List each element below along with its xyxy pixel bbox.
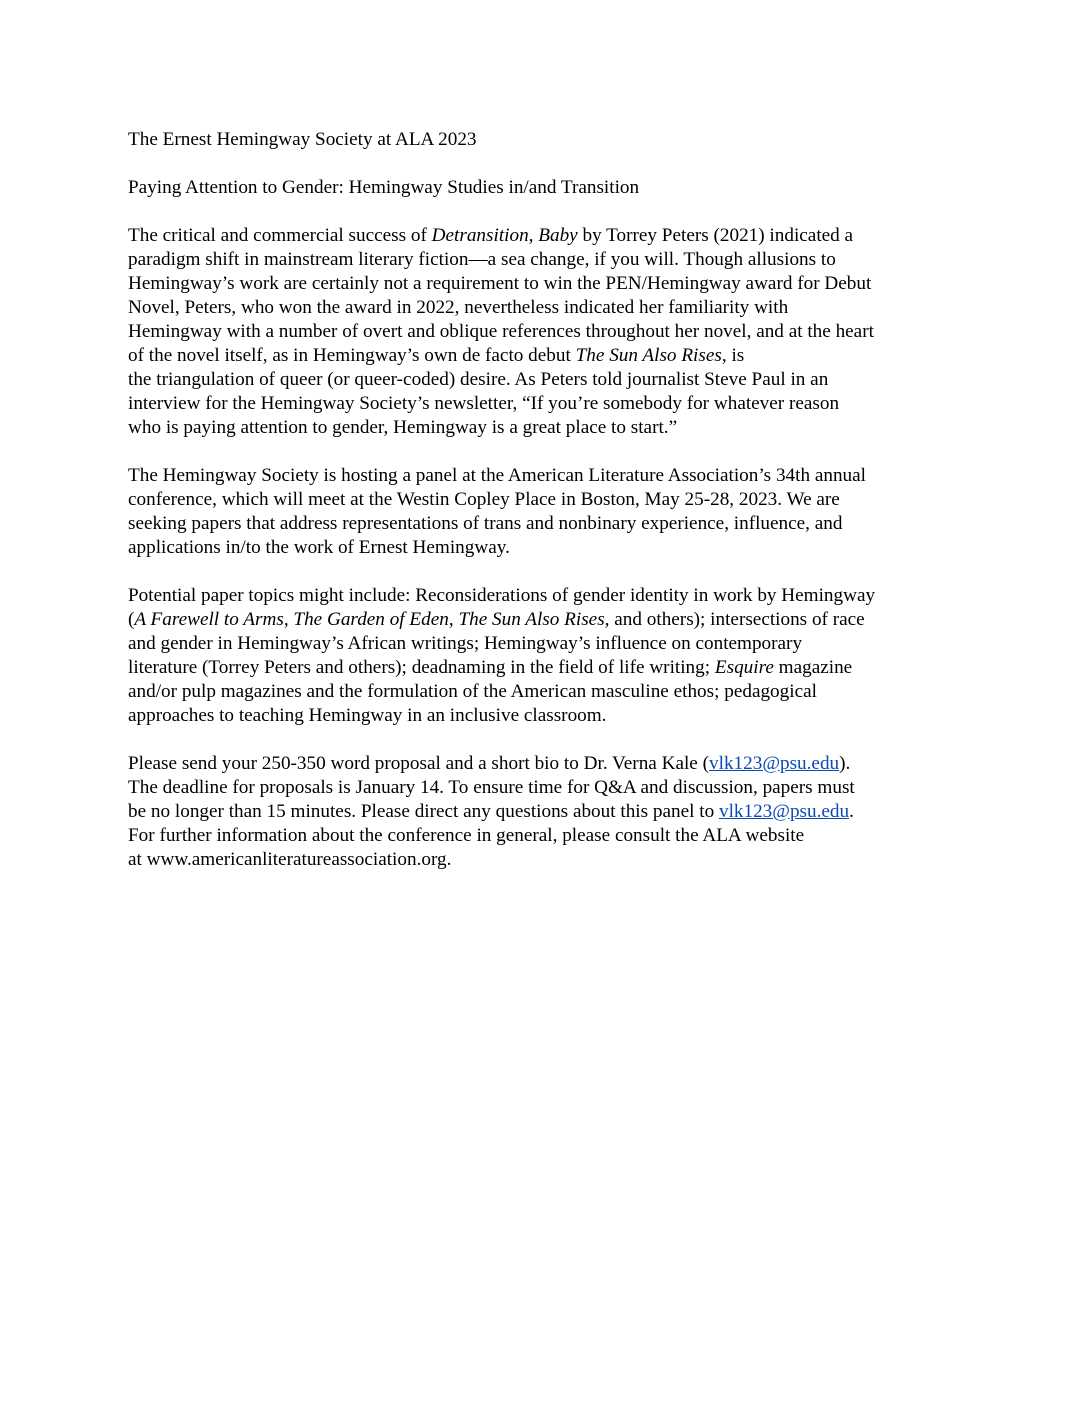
email-link[interactable]: vlk123@psu.edu	[709, 753, 840, 774]
paragraph-line: conference, which will meet at the Westin Copley Place in Boston, May 25-28, 2023. We are	[128, 489, 840, 510]
document-subtitle: Paying Attention to Gender: Hemingway Studies in/and Transition	[128, 177, 640, 198]
paragraph-line: Hemingway’s work are certainly not a requirement to win the PEN/Hemingway award for Debut	[128, 273, 872, 294]
paragraph-topics	[128, 584, 968, 728]
document-body	[128, 128, 968, 896]
paragraph-line: who is paying attention to gender, Hemingway is a great place to start.”	[128, 417, 678, 438]
email-link[interactable]: vlk123@psu.edu	[718, 801, 850, 822]
paragraph-line: The deadline for proposals is January 14. To ensure time for Q&A and discussion, papers must	[128, 777, 855, 798]
paragraph-line: seeking papers that address representations of trans and nonbinary experience, influence, and	[128, 513, 843, 534]
paragraph-line: Hemingway with a number of overt and oblique references throughout her novel, and at the heart	[128, 321, 874, 342]
document-title: The Ernest Hemingway Society at ALA 2023	[128, 129, 477, 150]
paragraph-line: approaches to teaching Hemingway in an inclusive classroom.	[128, 705, 607, 726]
book-title-sun-also-rises: The Sun Also Rises	[458, 609, 605, 630]
paragraph-line: and/or pulp magazines and the formulation of the American masculine ethos; pedagogical	[128, 681, 817, 702]
book-title-garden-of-eden: The Garden of Eden	[293, 609, 449, 630]
paragraph-line: (A Farewell to Arms, The Garden of Eden, The Sun Also Rises, and others); intersections of race	[128, 609, 865, 630]
paragraph-line: of the novel itself, as in Hemingway’s own de facto debut The Sun Also Rises, is	[128, 345, 745, 366]
paragraph-line: Novel, Peters, who won the award in 2022, nevertheless indicated her familiarity with	[128, 297, 789, 318]
paragraph-line: applications in/to the work of Ernest Hemingway.	[128, 537, 510, 558]
paragraph-intro	[128, 224, 968, 440]
paragraph-line: the triangulation of queer (or queer-coded) desire. As Peters told journalist Steve Paul in an	[128, 369, 829, 390]
paragraph-line: The Hemingway Society is hosting a panel at the American Literature Association’s 34th annual	[128, 465, 866, 486]
paragraph-submission	[128, 752, 968, 872]
book-title-sun-also-rises: The Sun Also Rises	[575, 345, 722, 366]
paragraph-line: paradigm shift in mainstream literary fiction—a sea change, if you will. Though allusions to	[128, 249, 836, 270]
paragraph-line: at www.americanliteratureassociation.org.	[128, 849, 452, 870]
magazine-title-esquire: Esquire	[714, 657, 774, 678]
book-title-detransition-baby: Detransition, Baby	[431, 225, 578, 246]
paragraph-line: be no longer than 15 minutes. Please direct any questions about this panel to vlk123@psu.edu.	[128, 801, 854, 822]
paragraph-panel	[128, 464, 968, 560]
book-title-farewell-to-arms: A Farewell to Arms	[134, 609, 284, 630]
paragraph-line: The critical and commercial success of Detransition, Baby by Torrey Peters (2021) indicated a	[128, 225, 854, 246]
paragraph-line: For further information about the conference in general, please consult the ALA website	[128, 825, 805, 846]
paragraph-line: literature (Torrey Peters and others); deadnaming in the field of life writing; Esquire magazine	[128, 657, 853, 678]
paragraph-line: Please send your 250-350 word proposal and a short bio to Dr. Verna Kale (vlk123@psu.edu).	[128, 753, 851, 774]
paragraph-line: Potential paper topics might include: Reconsiderations of gender identity in work by Hemingway	[128, 585, 876, 606]
paragraph-line: and gender in Hemingway’s African writings; Hemingway’s influence on contemporary	[128, 633, 803, 654]
paragraph-line: interview for the Hemingway Society’s newsletter, “If you’re somebody for whatever reason	[128, 393, 840, 414]
